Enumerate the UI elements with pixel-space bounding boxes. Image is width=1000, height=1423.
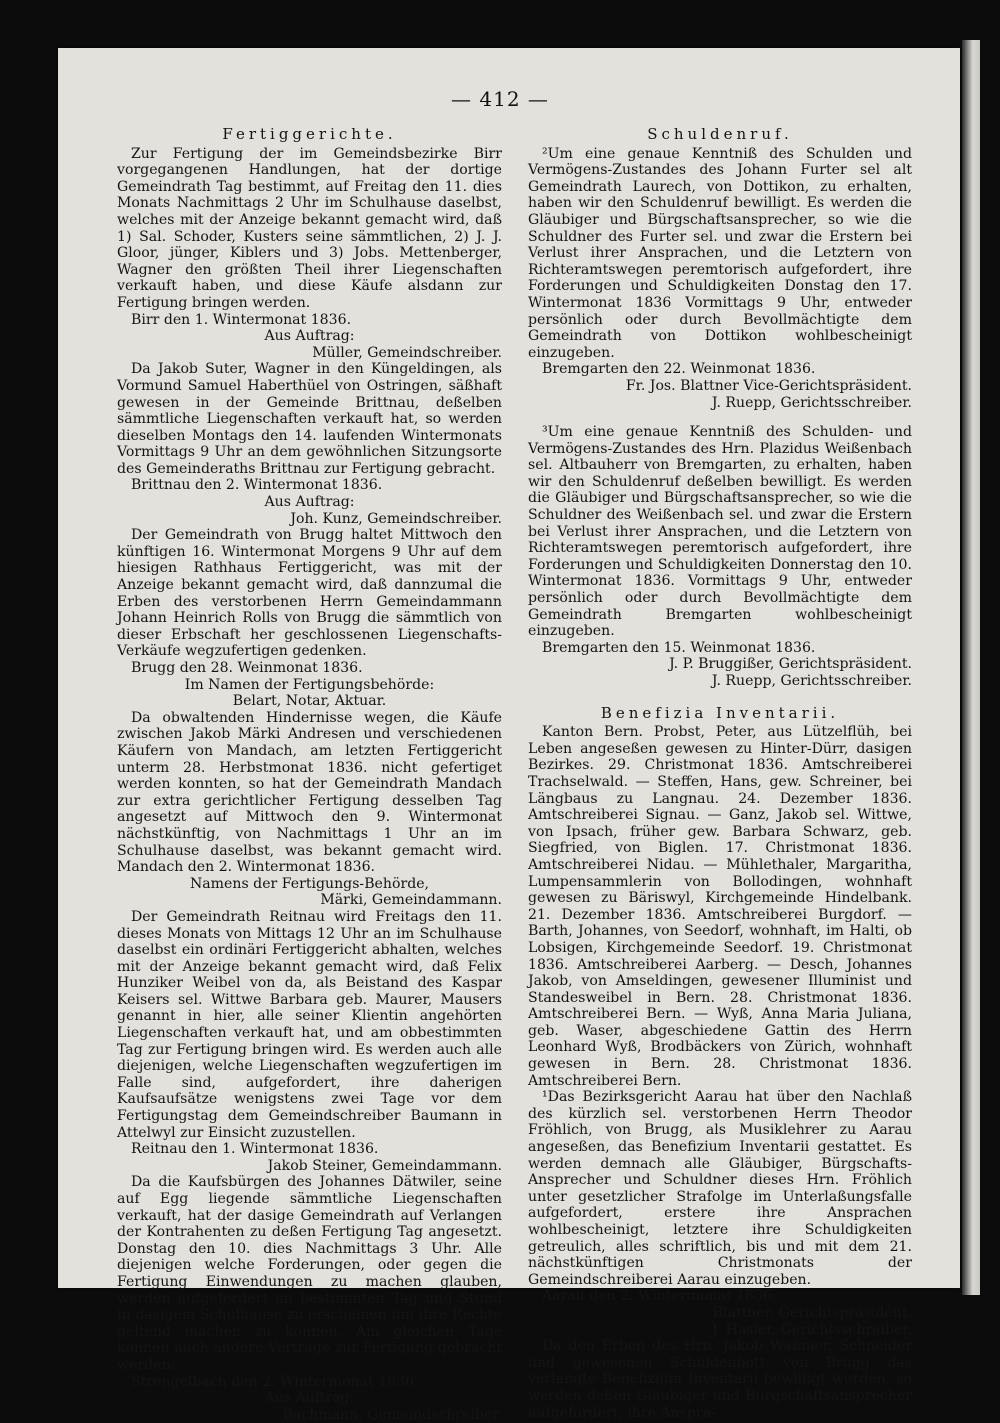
notice-birr-date: Birr den 1. Wintermonat 1836. (131, 311, 352, 328)
notice-brugg-date: Brugg den 28. Weinmonat 1836. (131, 660, 363, 676)
schuldenruf-furter-signature-2: J. Ruepp, Gerichtsschreiber. (711, 394, 912, 411)
notice-strengelbach-auftrag: Aus Auftrag: (264, 1390, 355, 1407)
left-column (117, 124, 502, 1423)
benefizia-aarau-signature-1: Blattner, Gerichtspräsident. (712, 1304, 912, 1321)
notice-reitnau-signature: Jakob Steiner, Gemeindammann. (267, 1157, 502, 1174)
schuldenruf-furter: ²Um eine genaue Kenntniß des Schulden und Vermögens-Zustandes des Johann Furter sel alt Gemeindrath Laurech, von Dottikon, zu erhalten, haben wir den Schuldenruf bewilligt. Es werden die Gläubiger und Bürgschaftsansprecher, so wie die Schuldner des Furter sel. und zwar die Erstern bei Verlust ihrer Ansprachen, und die Letztern von Richteramtswegen peremtorisch aufgefordert, ihre Forderungen und Schuldigkeiten Donstag den 17. Wintermonat 1836 Vormittags 9 Uhr, entweder persönlich oder durch Bevollmächtigte dem Gemeindrath von Dottikon wohlbescheinigt einzugeben. (528, 145, 912, 361)
notice-strengelbach-signature: Bachmann, Gemeindschreiber. (282, 1406, 502, 1423)
schuldenruf-weissenbach: ³Um eine genaue Kenntniß des Schulden- und Vermögens-Zustandes des Hrn. Plazidus Weißenbach sel. Altbauherr von Bremgarten, zu erhalten, haben wir den Schuldenruf deßelben bewilligt. Es werden die Gläubiger und Bürgschaftsansprecher, so wie die Schuldner des Weißenbach sel. und zwar die Erstern bei Verlust ihrer Ansprachen, und die Letztern von Richteramtswegen peremtorisch aufgefordert, ihre Forderungen und Schuldigkeiten Donnerstag den 10. Wintermonat 1836. Vormittags 9 Uhr, entweder persönlich oder durch Bevollmächtigte dem Gemeindrath Bremgarten wohlbescheinigt einzugeben. (528, 424, 912, 640)
schuldenruf-weissenbach-date: Bremgarten den 15. Weinmonat 1836. (542, 639, 816, 656)
notice-mandach: Da obwaltenden Hindernisse wegen, die Käufe zwischen Jakob Märki Andresen und verschiedenen Käufern von Mandach, am letzten Fertiggericht unterm 28. Herbstmonat 1836. nicht gefertiget werden konnten, so hat der Gemeindrath Mandach zur extra gerichtlicher Fertigung desselben Tag angesetzt auf Mittwoch den 9. Wintermonat nächstkünftig, von Nachmittags 1 Uhr an im Schulhause daselbst, was bekannt gemacht wird. Mandach den 2. Wintermonat 1836. (117, 709, 502, 876)
spacer (528, 690, 912, 703)
notice-birr-signature: Müller, Gemeindschreiber. (312, 344, 502, 361)
schuldenruf-furter-signature-1: Fr. Jos. Blattner Vice-Gerichtspräsident. (625, 377, 912, 394)
notice-reitnau-date: Reitnau den 1. Wintermonat 1836. (131, 1141, 379, 1158)
notice-mandach-signature: Märki, Gemeindammann. (320, 892, 502, 909)
benefizia-aarau-date: Aarau den 2. Wintermonat 1836. (542, 1288, 777, 1305)
benefizia-aarau-signature-2: J. Hasler, Gerichtsschreiber. (712, 1321, 912, 1338)
notice-reitnau: Der Gemeindrath Reitnau wird Freitags den 11. dieses Monats von Mittags 12 Uhr an im Schulhause daselbst ein ordinäri Fertiggericht abhalten, welches mit der Anzeige bekannt gemacht wird, daß Felix Hunziker Weibel von da, als Beistand des Kaspar Keisers sel. Wittwe Barbara geb. Maurer, Mausers genannt in hier, alle seiner Klientin angehörten Liegenschaften verkauft hat, und am obbestimmten Tag zur Fertigung bringen wird. Es werden auch alle diejenigen, welche Liegenschaften wegzufertigen im Falle sind, aufgefordert, ihre daherigen Kaufsaufsätze wenigstens zwei Tage vor dem Fertigungstag dem Gemeindschreiber Baumann in Attelwyl zur Einsicht zuzustellen. (117, 908, 502, 1141)
benefizia-aarau: ¹Das Bezirksgericht Aarau hat über den Nachlaß des kürzlich sel. verstorbenen Herrn Theodor Fröhlich, von Brugg, als Musiklehrer zu Aarau angeseßen, das Benefizium Inventarii gestattet. Es werden demnach alle Gläubiger, Bürgschafts-Ansprecher und Schuldner dieses Hrn. Fröhlich unter gesetzlicher Strafolge im Unterlaßungsfalle aufgefordert, erstere ihre Ansprachen wohlbescheinigt, letztere ihre Schuldigkeiten getreulich, alles schriftlich, bis und mit dem 21. nächstkünftigen Christmonats der Gemeindschreiberei Aarau einzugeben. (528, 1089, 912, 1288)
book-gutter (962, 40, 980, 1295)
section-heading-fertiggerichte: Fertiggerichte. (222, 125, 397, 143)
notice-birr-auftrag: Aus Auftrag: (264, 328, 355, 345)
schuldenruf-furter-date: Bremgarten den 22. Weinmonat 1836. (542, 361, 816, 378)
right-column (528, 124, 912, 1421)
page-number: — 412 — (451, 87, 549, 111)
notice-brittnau: Da Jakob Suter, Wagner in den Küngeldingen, als Vormund Samuel Haberthüel von Ostringen, säßhaft gewesen in der Gemeinde Brittnau, deßelben sämmtliche Liegenschaften verkauft hat, so werden dieselben Montags den 14. laufenden Wintermonats Vormittags 9 Uhr an dem gewöhnlichen Sitzungsorte des Gemeinderaths Brittnau zur Fertigung gebracht. (117, 361, 502, 477)
notice-brittnau-auftrag: Aus Auftrag: (264, 494, 355, 511)
notice-brittnau-signature: Joh. Kunz, Gemeindschreiber. (290, 510, 502, 527)
notice-strengelbach: Da die Kaufsbürgen des Johannes Dätwiler, seine auf Egg liegende sämmtliche Liegenschaften verkauft, hat der dasige Gemeindrath auf Verlangen der Kontrahenten zu deßen Fertigung Tag angesetzt. Donstag den 10. dies Nachmittags 3 Uhr. Alle diejenigen welche Forderungen, oder gegen die Fertigung Einwendungen zu machen glauben, werden aufgefordert an bestimmten Tag und Stund in dasigem Schulhause zu erscheinen um ihre Rechte geltend machen zu können. Am gleichen Tage können auch andere Verträge zur Fertigung gebracht werden. (117, 1174, 502, 1373)
section-heading-schuldenruf: Schuldenruf. (647, 125, 793, 143)
schuldenruf-weissenbach-signature-2: J. Ruepp, Gerichtsschreiber. (711, 673, 912, 689)
notice-birr: Zur Fertigung der im Gemeindsbezirke Birr vorgegangenen Handlungen, hat der dortige Gemeindrath Tag bestimmt, auf Freitag den 11. dies Monats Nachmittags 2 Uhr im Schulhause daselbst, welches mit der Anzeige bekannt gemacht wird, daß 1) Sal. Schoder, Kusters seine sämmtlichen, 2) J. J. Gloor, jünger, Kiblers und 3) Jobs. Mettenberger, Wagner den größten Theil ihrer Liegenschaften verkauft haben, und diese Käufe alsdann zur Fertigung bringen werden. (117, 145, 502, 311)
notice-strengelbach-date: Strengelbach den 2. Wintermonat 1836. (131, 1373, 419, 1390)
notice-mandach-authority: Namens der Fertigungs-Behörde, (189, 875, 430, 892)
schuldenruf-weissenbach-signature-1: J. P. Bruggißer, Gerichtspräsident. (669, 656, 912, 673)
notice-brugg-authority: Im Namen der Fertigungsbehörde: (184, 676, 435, 693)
benefizia-kanton-bern: Kanton Bern. Probst, Peter, aus Lützelflüh, bei Leben angeseßen gewesen zu Hinter-Dürr, dasigen Bezirkes. 29. Christmonat 1836. Amtschreiberei Trachselwald. — Steffen, Hans, gew. Schreiner, bei Längbaus zu Langnau. 24. Dezember 1836. Amtschreiberei Signau. — Ganz, Jakob sel. Wittwe, von Ipsach, früher gew. Barbara Schwarz, geb. Siegfried, von Biglen. 17. Christmonat 1836. Amtschreiberei Nidau. — Mühlethaler, Margaritha, Lumpensammlerin von Bollodingen, wohnhaft gewesen zu Bäriswyl, Kirchgemeinde Hindelbank. 21. Dezember 1836. Amtschreiberei Burgdorf. — Barth, Johannes, von Seedorf, wohnhaft, im Halti, ob Lobsigen, Kirchgemeinde Seedorf. 19. Christmonat 1836. Amtschreiberei Aarberg. — Desch, Johannes Jakob, von Amseldingen, gewesener Illuminist und Standesweibel in Bern. 28. Christmonat 1836. Amtschreiberei Bern. — Wyß, Anna Maria Juliana, geb. Waser, abgeschiedene Gattin des Herrn Leonhard Wyß, Brodbäckers von Zürich, wohnhaft gewesen in Bern. 28. Christmonat 1836. Amtschreiberei Bern. (528, 724, 912, 1089)
spacer (528, 411, 912, 424)
section-heading-benefizia-inventarii: Benefizia Inventarii. (600, 703, 840, 722)
benefizia-wassmer: Da den Erben des Hrn. Jakob Waßmer, Schneider und gewesenen Schuldenbott von Brugg das verlangte Benefizium Inventarii bewilligt worden, so werden deßen Gläubiger und Bürgschaftsansprecher aufgefordert, ihre Anspra- (528, 1338, 912, 1421)
notice-brittnau-date: Brittnau den 2. Wintermonat 1836. (131, 477, 383, 494)
notice-brugg: Der Gemeindrath von Brugg haltet Mittwoch den künftigen 16. Wintermonat Morgens 9 Uhr auf dem hiesigen Rathhaus Fertiggericht, was mit der Anzeige bekannt gemacht wird, daß dannzumal die Erben des verstorbenen Herrn Gemeindammann Johann Heinrich Rolls von Brugg die sämmtlich von dieser Erbschaft her geschlossenen Liegenschafts-Verkäufe wegzufertigen gedenken. (117, 527, 502, 660)
notice-brugg-signature: Belart, Notar, Aktuar. (232, 693, 387, 710)
